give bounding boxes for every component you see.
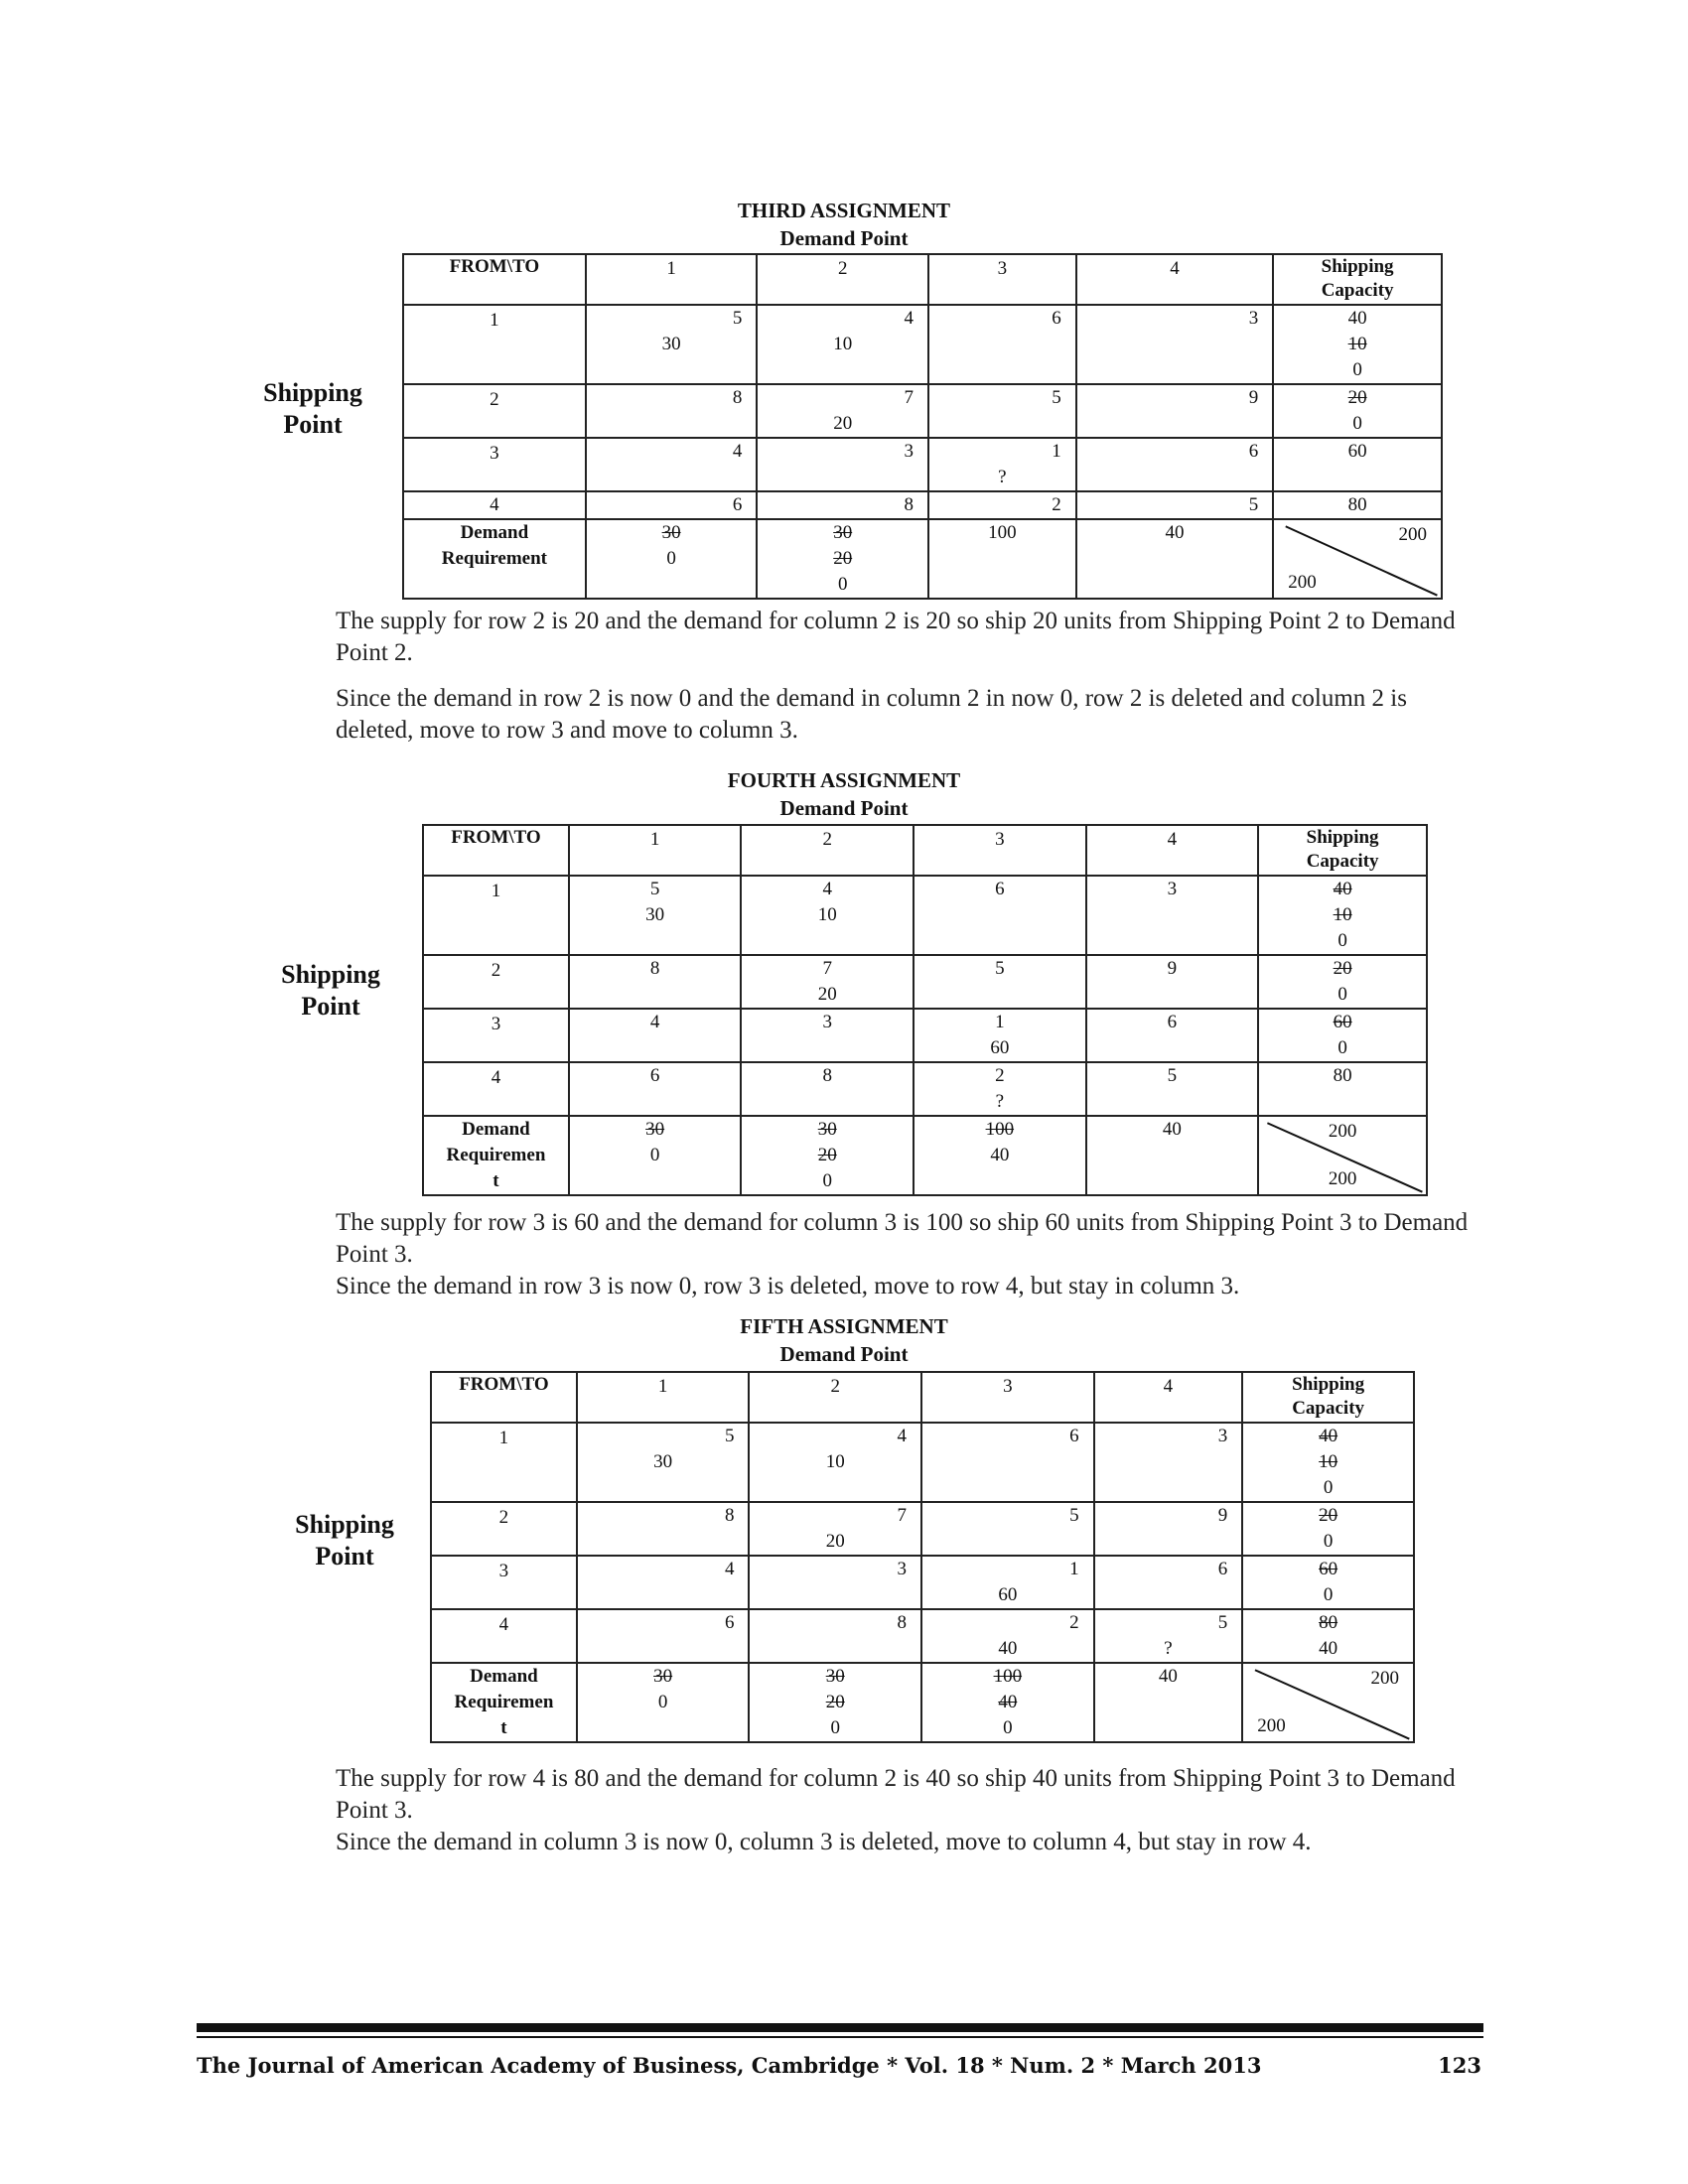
table-row (423, 955, 1427, 1009)
demand-label: Demand Requiremen t (423, 1116, 569, 1195)
third-table (402, 253, 1443, 600)
header-row (431, 1372, 1414, 1423)
cell: 4 (586, 438, 758, 491)
table-row (423, 876, 1427, 955)
demand-row (403, 519, 1442, 599)
cell: 4 10 (757, 305, 928, 384)
cell: 8 (577, 1502, 750, 1556)
capacity-cell: 40 10 0 (1258, 876, 1427, 955)
row-label: 1 (431, 1423, 577, 1502)
row-label: 4 (423, 1062, 569, 1116)
paragraph: The supply for row 4 is 80 and the demand for column 2 is 40 so ship 40 units from Shipping Point 3 to Demand Point 3. (336, 1765, 1456, 1824)
cell: 5 (914, 955, 1086, 1009)
total-top: 200 (1398, 524, 1427, 545)
demand-cell: 30 0 (569, 1116, 742, 1195)
cell: 1 60 (921, 1556, 1094, 1609)
footer-journal: The Journal of American Academy of Business, Cambridge * Vol. 18 * Num. 2 * March 2013 (197, 2053, 1262, 2078)
cell: 5 (1086, 1062, 1259, 1116)
cell: 6 (586, 491, 758, 519)
cell: 5 30 (586, 305, 758, 384)
capacity-cell: 20 0 (1258, 955, 1427, 1009)
cell: 4 10 (749, 1423, 921, 1502)
cell: 3 (757, 438, 928, 491)
capacity-header: Shipping Capacity (1258, 825, 1427, 876)
cell: 4 (577, 1556, 750, 1609)
cell: 6 (1094, 1556, 1243, 1609)
cell: 8 (586, 384, 758, 438)
cell: 3 (1076, 305, 1274, 384)
cell: 6 (577, 1609, 750, 1663)
fifth-table (430, 1371, 1415, 1743)
total-top: 200 (1370, 1668, 1399, 1689)
side-label-line1: Shipping (295, 1510, 394, 1539)
col-header-3: 3 (921, 1372, 1094, 1423)
cell: 9 (1094, 1502, 1243, 1556)
total-cell (1273, 519, 1442, 599)
fourth-title: FOURTH ASSIGNMENT (727, 768, 961, 792)
cell: 1 ? (928, 438, 1076, 491)
cell: 5 30 (577, 1423, 750, 1502)
capacity-header: Shipping Capacity (1242, 1372, 1414, 1423)
total-cell (1258, 1116, 1427, 1195)
col-header-3: 3 (928, 254, 1076, 305)
table-row (423, 1009, 1427, 1062)
cell: 3 (1094, 1423, 1243, 1502)
row-label: 2 (403, 384, 586, 438)
col-header-1: 1 (577, 1372, 750, 1423)
demand-cell: 30 20 0 (741, 1116, 914, 1195)
total-bottom: 200 (1328, 1168, 1357, 1189)
row-label: 3 (431, 1556, 577, 1609)
col-header-1: 1 (586, 254, 758, 305)
table-row (431, 1423, 1414, 1502)
row-label: 2 (431, 1502, 577, 1556)
fifth-subtitle: Demand Point (779, 1342, 909, 1366)
third-side-label (238, 377, 387, 441)
cell: 6 (569, 1062, 742, 1116)
from-to-header: FROM\TO (403, 254, 586, 305)
cell: 5 ? (1094, 1609, 1243, 1663)
from-to-header: FROM\TO (423, 825, 569, 876)
cell: 2 (928, 491, 1076, 519)
row-label: 4 (431, 1609, 577, 1663)
header-row (403, 254, 1442, 305)
total-cell (1242, 1663, 1414, 1742)
capacity-cell: 80 40 (1242, 1609, 1414, 1663)
third-title: THIRD ASSIGNMENT (737, 199, 951, 222)
cell: 5 (921, 1502, 1094, 1556)
table-row (431, 1502, 1414, 1556)
row-label: 4 (403, 491, 586, 519)
total-top: 200 (1328, 1121, 1357, 1142)
footer-rule-thin (197, 2036, 1483, 2038)
capacity-cell: 40 10 0 (1273, 305, 1442, 384)
demand-label: Demand Requirement (403, 519, 586, 599)
row-label: 1 (423, 876, 569, 955)
capacity-cell: 60 (1273, 438, 1442, 491)
cell: 7 20 (749, 1502, 921, 1556)
cell: 7 20 (757, 384, 928, 438)
col-header-2: 2 (749, 1372, 921, 1423)
capacity-cell: 20 0 (1273, 384, 1442, 438)
demand-cell: 30 0 (586, 519, 758, 599)
cell: 8 (757, 491, 928, 519)
table-row (423, 1062, 1427, 1116)
demand-row (423, 1116, 1427, 1195)
cell: 5 30 (569, 876, 742, 955)
paragraph: Since the demand in row 3 is now 0, row 3 is deleted, move to row 4, but stay in column 3. (336, 1273, 1240, 1299)
cell: 6 (914, 876, 1086, 955)
col-header-1: 1 (569, 825, 742, 876)
demand-cell: 30 20 0 (757, 519, 928, 599)
cell: 5 (1076, 491, 1274, 519)
demand-cell: 40 (1094, 1663, 1243, 1742)
third-subtitle: Demand Point (779, 226, 909, 250)
cell: 3 (1086, 876, 1259, 955)
cell: 2 40 (921, 1609, 1094, 1663)
col-header-4: 4 (1076, 254, 1274, 305)
table-row (431, 1609, 1414, 1663)
side-label-line2: Point (283, 410, 343, 439)
cell: 8 (741, 1062, 914, 1116)
paragraph: Since the demand in column 3 is now 0, column 3 is deleted, move to column 4, but stay in row 4. (336, 1829, 1312, 1855)
fifth-side-label (270, 1509, 419, 1572)
capacity-cell: 40 10 0 (1242, 1423, 1414, 1502)
cell: 9 (1086, 955, 1259, 1009)
cell: 8 (749, 1609, 921, 1663)
cell: 4 10 (741, 876, 914, 955)
fourth-subtitle: Demand Point (779, 796, 909, 820)
row-label: 3 (403, 438, 586, 491)
fourth-side-label (256, 959, 405, 1023)
page-number: 123 (1438, 2053, 1481, 2078)
cell: 9 (1076, 384, 1274, 438)
demand-cell: 30 0 (577, 1663, 750, 1742)
cell: 2 ? (914, 1062, 1086, 1116)
paragraph: The supply for row 2 is 20 and the demand for column 2 is 20 so ship 20 units from Shipping Point 2 to Demand Point 2. (336, 608, 1456, 666)
table-row (403, 384, 1442, 438)
cell: 6 (921, 1423, 1094, 1502)
row-label: 1 (403, 305, 586, 384)
cell: 7 20 (741, 955, 914, 1009)
table-row (431, 1556, 1414, 1609)
header-row (423, 825, 1427, 876)
capacity-cell: 60 0 (1258, 1009, 1427, 1062)
cell: 8 (569, 955, 742, 1009)
from-to-header: FROM\TO (431, 1372, 577, 1423)
demand-row (431, 1663, 1414, 1742)
demand-cell: 30 20 0 (749, 1663, 921, 1742)
fourth-table (422, 824, 1428, 1196)
table-row (403, 491, 1442, 519)
row-label: 2 (423, 955, 569, 1009)
side-label-line2: Point (315, 1542, 374, 1570)
cell: 1 60 (914, 1009, 1086, 1062)
capacity-header: Shipping Capacity (1273, 254, 1442, 305)
paragraph: The supply for row 3 is 60 and the demand for column 3 is 100 so ship 60 units from Shipping Point 3 to Demand Point 3. (336, 1209, 1469, 1268)
cell: 4 (569, 1009, 742, 1062)
cell: 3 (749, 1556, 921, 1609)
demand-cell: 100 40 0 (921, 1663, 1094, 1742)
fifth-title: FIFTH ASSIGNMENT (740, 1314, 948, 1338)
total-bottom: 200 (1257, 1715, 1286, 1736)
demand-cell: 100 (928, 519, 1076, 599)
cell: 6 (928, 305, 1076, 384)
cell: 3 (741, 1009, 914, 1062)
cell: 5 (928, 384, 1076, 438)
table-row (403, 305, 1442, 384)
table-row (403, 438, 1442, 491)
row-label: 3 (423, 1009, 569, 1062)
total-bottom: 200 (1288, 572, 1317, 593)
side-label-line1: Shipping (281, 960, 380, 989)
capacity-cell: 60 0 (1242, 1556, 1414, 1609)
capacity-cell: 80 (1273, 491, 1442, 519)
col-header-2: 2 (757, 254, 928, 305)
demand-cell: 100 40 (914, 1116, 1086, 1195)
demand-label: Demand Requiremen t (431, 1663, 577, 1742)
capacity-cell: 20 0 (1242, 1502, 1414, 1556)
side-label-line2: Point (301, 992, 360, 1021)
col-header-4: 4 (1094, 1372, 1243, 1423)
demand-cell: 40 (1086, 1116, 1259, 1195)
col-header-2: 2 (741, 825, 914, 876)
footer-rule-thick (197, 2023, 1483, 2032)
capacity-cell: 80 (1258, 1062, 1427, 1116)
side-label-line1: Shipping (263, 378, 362, 407)
col-header-4: 4 (1086, 825, 1259, 876)
cell: 6 (1076, 438, 1274, 491)
paragraph: Since the demand in row 2 is now 0 and the demand in column 2 in now 0, row 2 is deleted and column 2 is deleted, move to row 3 and move to column 3. (336, 685, 1407, 744)
cell: 6 (1086, 1009, 1259, 1062)
col-header-3: 3 (914, 825, 1086, 876)
demand-cell: 40 (1076, 519, 1274, 599)
